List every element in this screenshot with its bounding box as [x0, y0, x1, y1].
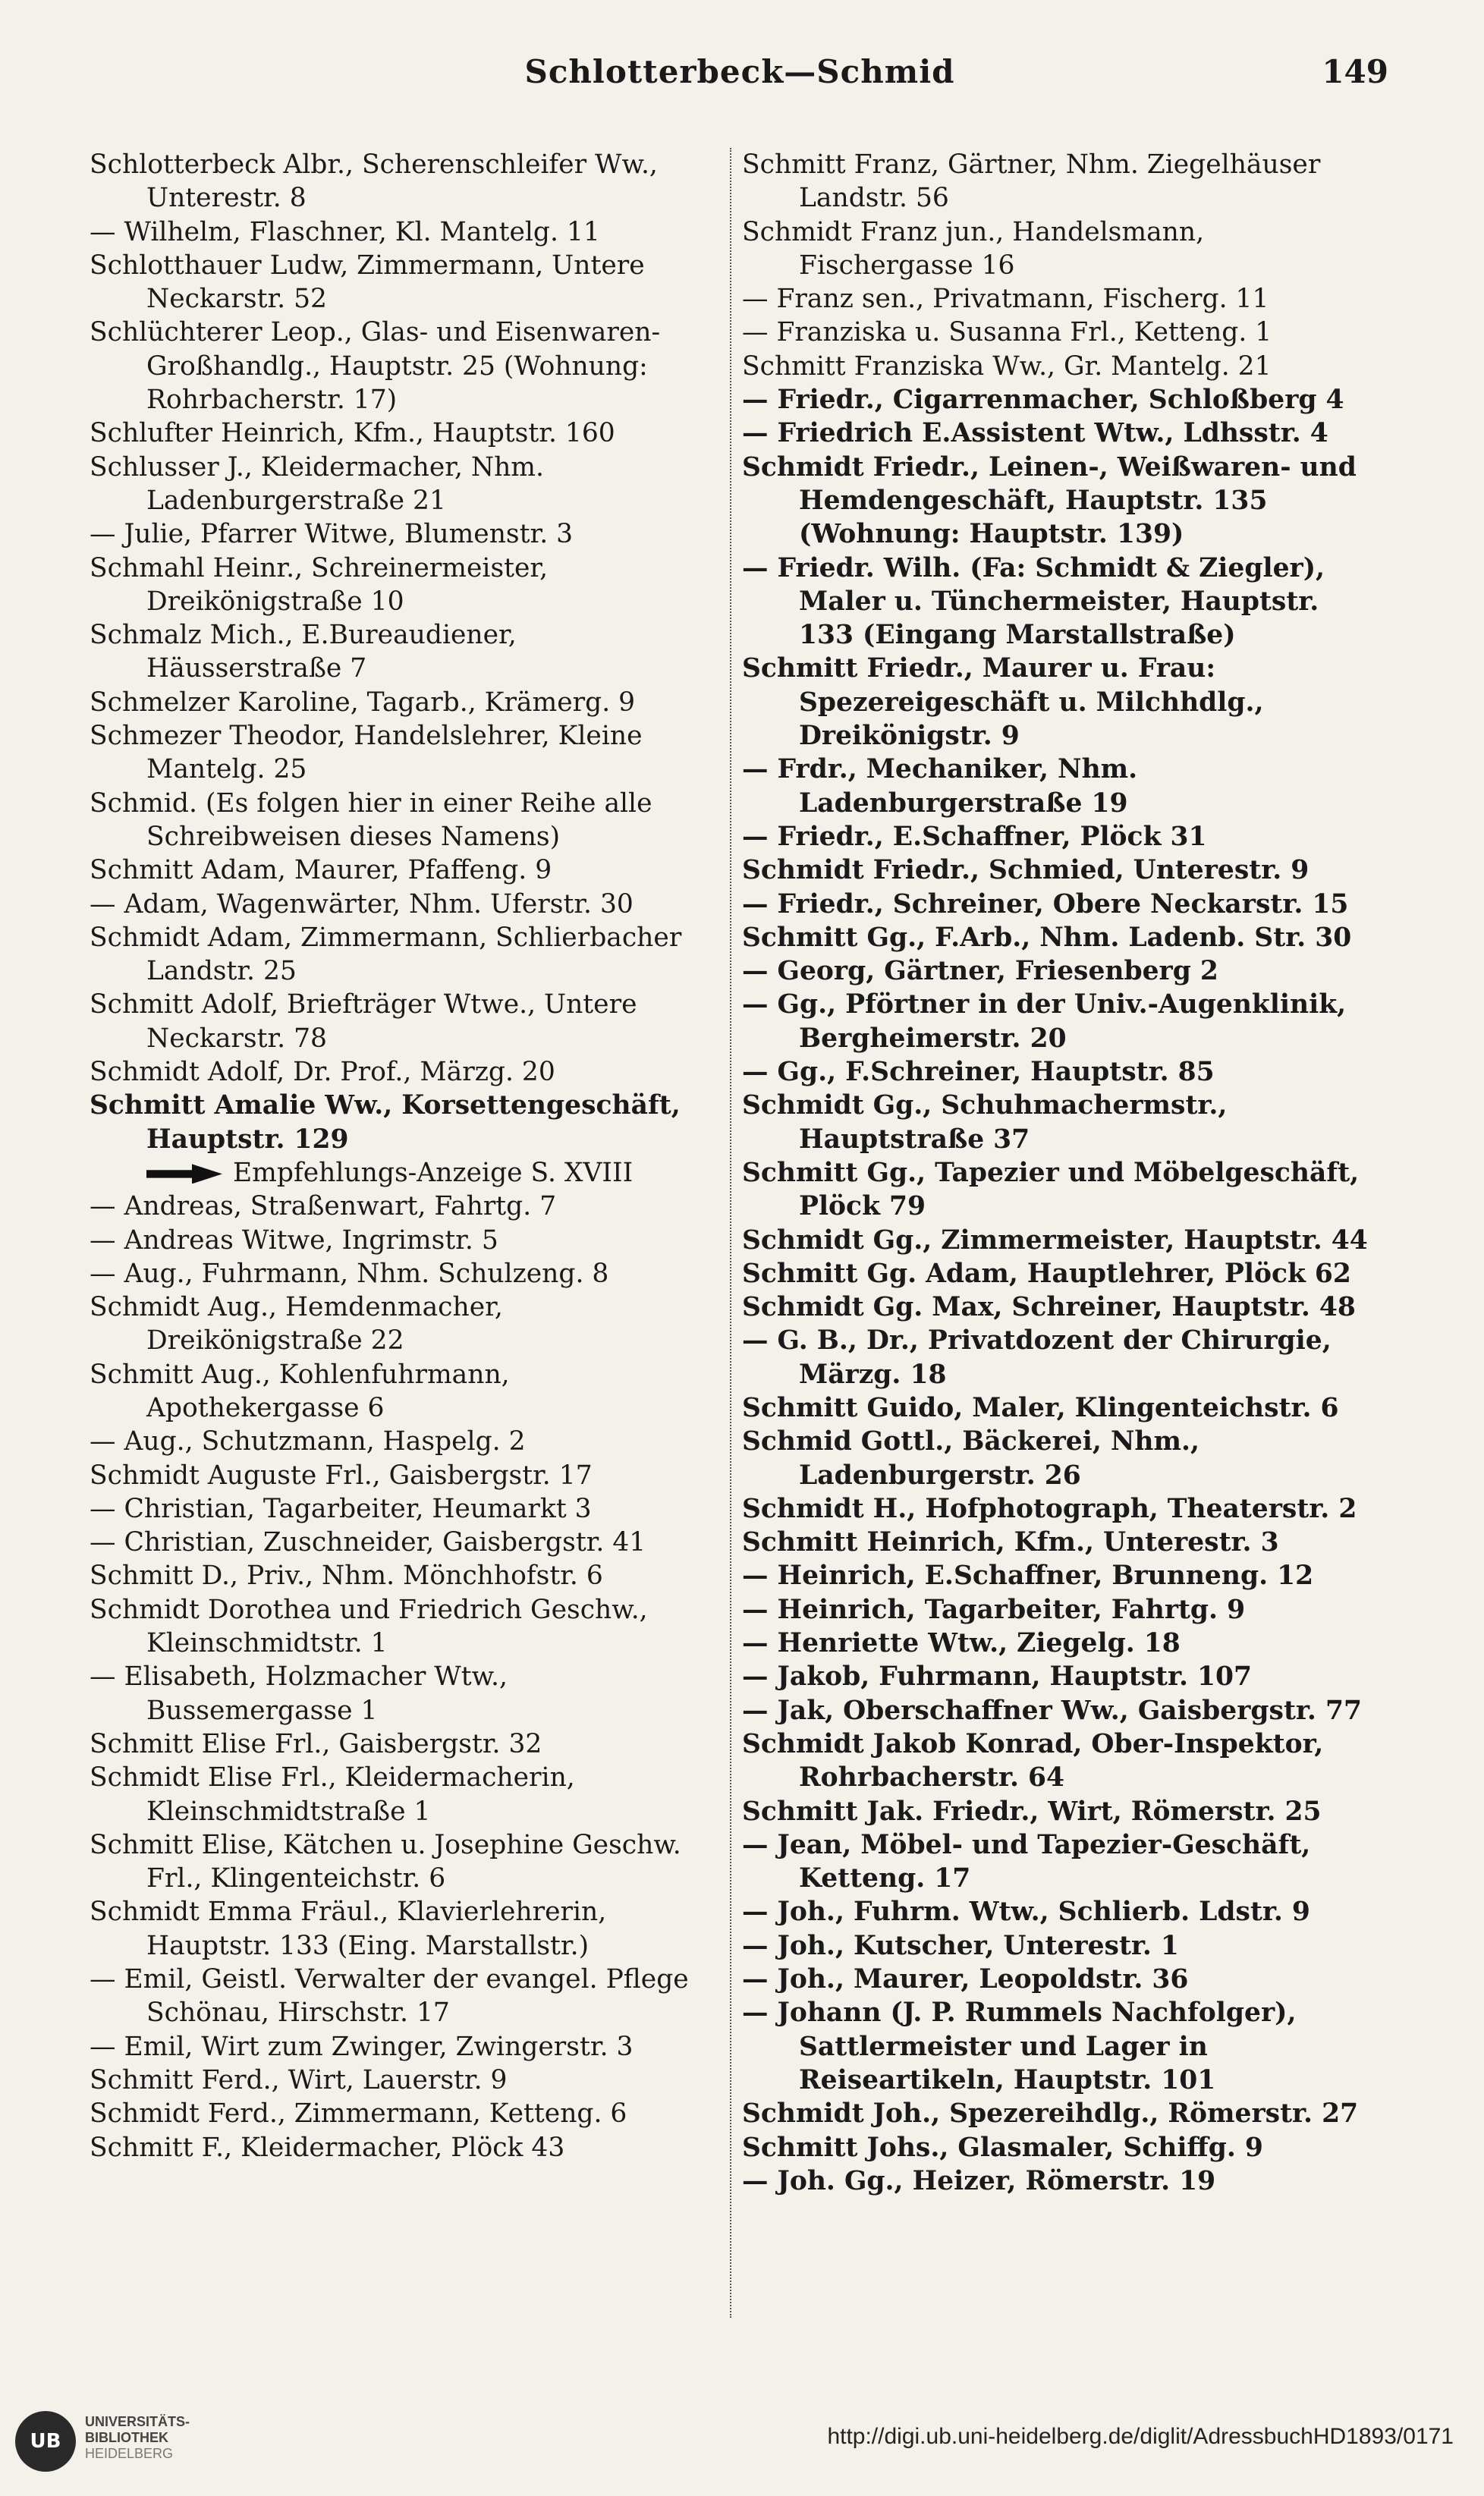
right-column [742, 148, 1372, 2198]
directory-entry: Schmitt Adolf, Briefträger Wtwe., Untere Neckarstr. 78 [90, 989, 637, 1054]
directory-entry: Schmelzer Karoline, Tagarb., Krämerg. 9 [90, 687, 636, 718]
column-divider [730, 148, 731, 2318]
directory-entry: — Emil, Wirt zum Zwinger, Zwingerstr. 3 [90, 2031, 634, 2062]
directory-entry: Schmezer Theodor, Handelslehrer, Kleine Mantelg. 25 [90, 721, 643, 785]
directory-entry: — Joh., Maurer, Leopoldstr. 36 [742, 1964, 1189, 1995]
directory-entry: Schmitt Adam, Maurer, Pfaffeng. 9 [90, 855, 552, 886]
directory-entry: — Andreas, Straßenwart, Fahrtg. 7 [90, 1191, 557, 1222]
directory-entry: Schlufter Heinrich, Kfm., Hauptstr. 160 [90, 418, 615, 449]
directory-entry: Schmidt Franz jun., Handelsmann, Fischergasse 16 [742, 216, 1205, 281]
directory-entry: — Joh., Fuhrm. Wtw., Schlierb. Ldstr. 9 [742, 1897, 1310, 1928]
directory-entry: — Aug., Schutzmann, Haspelg. 2 [90, 1426, 526, 1457]
directory-entry: Schmitt Guido, Maler, Klingenteichstr. 6 [742, 1392, 1339, 1423]
directory-entry: — Franziska u. Susanna Frl., Ketteng. 1 [742, 317, 1272, 348]
directory-entry: Schmidt Gg., Schuhmachermstr., Hauptstraße 37 [742, 1090, 1228, 1155]
directory-entry: Schlüchterer Leop., Glas- und Eisenwaren-Großhandlg., Hauptstr. 25 (Wohnung: Rohrbacherstr. 17) [90, 317, 661, 416]
directory-entry: — Emil, Geistl. Verwalter der evangel. Pflege Schönau, Hirschstr. 17 [90, 1964, 689, 2029]
directory-entry: Schmidt Friedr., Leinen-, Weißwaren- und Hemdengeschäft, Hauptstr. 135 (Wohnung: Hauptstr. 139) [742, 451, 1357, 550]
page-footer [0, 2397, 1484, 2481]
directory-entry: — Christian, Tagarbeiter, Heumarkt 3 [90, 1493, 592, 1524]
directory-entry: Schmidt Dorothea und Friedrich Geschw., Kleinschmidtstr. 1 [90, 1594, 648, 1659]
directory-entry: Schmitt Amalie Ww., Korsettengeschäft, Hauptstr. 129 [90, 1090, 681, 1155]
directory-entry: Schlotthauer Ludw, Zimmermann, Untere Neckarstr. 52 [90, 250, 645, 315]
directory-entry: Schmitt Gg. Adam, Hauptlehrer, Plöck 62 [742, 1258, 1351, 1289]
directory-entry: Schmid. (Es folgen hier in einer Reihe alle Schreibweisen dieses Namens) [90, 787, 652, 852]
directory-entry: Schlotterbeck Albr., Scherenschleifer Ww., Unterestr. 8 [90, 149, 658, 214]
directory-entry: Schmidt Joh., Spezereihdlg., Römerstr. 27 [742, 2098, 1359, 2130]
directory-entry: — Friedr., Cigarrenmacher, Schloßberg 4 [742, 385, 1344, 416]
directory-entry: — Andreas Witwe, Ingrimstr. 5 [90, 1224, 498, 1256]
directory-entry: Schmidt Ferd., Zimmermann, Ketteng. 6 [90, 2098, 627, 2130]
directory-entry: — Johann (J. P. Rummels Nachfolger), Sattlermeister und Lager in Reiseartikeln, Hauptstr. 101 [742, 1998, 1297, 2095]
directory-entry: Schmitt Gg., F.Arb., Nhm. Ladenb. Str. 30 [742, 922, 1352, 953]
directory-entry: Schmidt Gg., Zimmermeister, Hauptstr. 44 [742, 1224, 1368, 1256]
directory-entry: Schmitt D., Priv., Nhm. Mönchhofstr. 6 [90, 1561, 603, 1592]
directory-entry: — Christian, Zuschneider, Gaisbergstr. 41 [90, 1527, 646, 1558]
directory-entry: — Friedr., Schreiner, Obere Neckarstr. 15 [742, 888, 1349, 919]
directory-entry: Schmitt Jak. Friedr., Wirt, Römerstr. 25 [742, 1796, 1322, 1827]
directory-entry: Schmidt Jakob Konrad, Ober-Inspektor, Rohrbacherstr. 64 [742, 1728, 1324, 1793]
directory-entry: Schmitt F., Kleidermacher, Plöck 43 [90, 2132, 565, 2163]
library-name: UNIVERSITÄTS- BIBLIOTHEK HEIDELBERG [85, 2414, 190, 2461]
directory-entry: Schmidt Adam, Zimmermann, Schlierbacher Landstr. 25 [90, 922, 682, 987]
running-title: Schlotterbeck—Schmid [524, 53, 955, 90]
directory-entry: — Frdr., Mechaniker, Nhm. Ladenburgerstraße 19 [742, 754, 1138, 819]
directory-entry: Schmidt Emma Fräul., Klavierlehrerin, Hauptstr. 133 (Eing. Marstallstr.) [90, 1897, 607, 1961]
left-column [90, 148, 719, 2164]
directory-entry: Schmitt Johs., Glasmaler, Schiffg. 9 [742, 2132, 1263, 2163]
directory-entry: — Jak, Oberschaffner Ww., Gaisbergstr. 77 [742, 1695, 1362, 1726]
source-url[interactable]: http://digi.ub.uni-heidelberg.de/diglit/AdressbuchHD1893/0171 [827, 2424, 1454, 2449]
directory-entry: — Joh. Gg., Heizer, Römerstr. 19 [742, 2165, 1216, 2196]
advertisement-note: Empfehlungs-Anzeige S. XVIII [90, 1156, 719, 1190]
directory-entry: — Jean, Möbel- und Tapezier-Geschäft, Ketteng. 17 [742, 1829, 1311, 1894]
directory-entry: Schmitt Ferd., Wirt, Lauerstr. 9 [90, 2064, 508, 2095]
directory-entry: Schmidt Elise Frl., Kleidermacherin, Kleinschmidtstraße 1 [90, 1762, 575, 1827]
directory-entry: — Adam, Wagenwärter, Nhm. Uferstr. 30 [90, 888, 634, 919]
directory-entry: — Friedr., E.Schaffner, Plöck 31 [742, 821, 1207, 852]
directory-entry: — Wilhelm, Flaschner, Kl. Mantelg. 11 [90, 216, 600, 247]
directory-entry: — Heinrich, Tagarbeiter, Fahrtg. 9 [742, 1594, 1246, 1625]
directory-entry: Schmitt Elise Frl., Gaisbergstr. 32 [90, 1728, 542, 1759]
directory-entry: — Elisabeth, Holzmacher Wtw., Bussemergasse 1 [90, 1661, 508, 1726]
directory-entry: — Gg., Pförtner in der Univ.-Augenklinik, Bergheimerstr. 20 [742, 989, 1347, 1054]
directory-entry: — Franz sen., Privatmann, Fischerg. 11 [742, 284, 1269, 315]
directory-entry: Schmitt Friedr., Maurer u. Frau: Spezereigeschäft u. Milchhdlg., Dreikönigstr. 9 [742, 653, 1264, 752]
directory-entry: — Jakob, Fuhrmann, Hauptstr. 107 [742, 1661, 1253, 1693]
directory-entry: Schlusser J., Kleidermacher, Nhm. Ladenburgerstraße 21 [90, 451, 544, 516]
directory-entry: — Heinrich, E.Schaffner, Brunneng. 12 [742, 1561, 1314, 1592]
university-seal-icon: UB [15, 2411, 76, 2472]
directory-entry: Schmitt Gg., Tapezier und Möbelgeschäft, Plöck 79 [742, 1157, 1360, 1222]
directory-entry: Schmitt Franziska Ww., Gr. Mantelg. 21 [742, 351, 1272, 382]
directory-entry: Schmahl Heinr., Schreinermeister, Dreikönigstraße 10 [90, 552, 549, 617]
directory-entry: — G. B., Dr., Privatdozent der Chirurgie, Märzg. 18 [742, 1325, 1332, 1390]
page-number: 149 [1322, 53, 1388, 90]
directory-entry: — Aug., Fuhrmann, Nhm. Schulzeng. 8 [90, 1258, 609, 1289]
directory-entry: — Henriette Wtw., Ziegelg. 18 [742, 1628, 1181, 1659]
pointing-hand-icon [146, 1164, 222, 1184]
directory-entry: — Friedrich E.Assistent Wtw., Ldhsstr. 4 [742, 418, 1328, 449]
directory-entry: Schmitt Elise, Kätchen u. Josephine Geschw. Frl., Klingenteichstr. 6 [90, 1829, 681, 1894]
directory-entry: Schmitt Heinrich, Kfm., Unterestr. 3 [742, 1527, 1279, 1558]
directory-entry: — Gg., F.Schreiner, Hauptstr. 85 [742, 1057, 1215, 1088]
directory-entry: Schmidt Friedr., Schmied, Unterestr. 9 [742, 855, 1310, 886]
directory-entry: — Friedr. Wilh. (Fa: Schmidt & Ziegler), Maler u. Tünchermeister, Hauptstr. 133 (Eingang Marstallstraße) [742, 552, 1325, 651]
directory-entry: Schmitt Franz, Gärtner, Nhm. Ziegelhäuser Landstr. 56 [742, 149, 1321, 214]
directory-entry: — Julie, Pfarrer Witwe, Blumenstr. 3 [90, 519, 574, 550]
directory-entry: Schmidt H., Hofphotograph, Theaterstr. 2 [742, 1493, 1357, 1524]
directory-entry: Schmalz Mich., E.Bureaudiener, Häusserstraße 7 [90, 620, 517, 684]
directory-entry: — Georg, Gärtner, Friesenberg 2 [742, 956, 1218, 987]
directory-entry: Schmidt Gg. Max, Schreiner, Hauptstr. 48 [742, 1292, 1356, 1323]
directory-entry: Schmidt Adolf, Dr. Prof., Märzg. 20 [90, 1057, 555, 1088]
directory-entry: Schmidt Aug., Hemdenmacher, Dreikönigstraße 22 [90, 1292, 503, 1356]
directory-entry: Schmidt Auguste Frl., Gaisbergstr. 17 [90, 1460, 593, 1491]
page-header [91, 53, 1388, 106]
directory-entry: Schmid Gottl., Bäckerei, Nhm., Ladenburgerstr. 26 [742, 1426, 1200, 1491]
directory-entry: Schmitt Aug., Kohlenfuhrmann, Apothekergasse 6 [90, 1359, 510, 1423]
directory-entry: — Joh., Kutscher, Unterestr. 1 [742, 1930, 1179, 1961]
